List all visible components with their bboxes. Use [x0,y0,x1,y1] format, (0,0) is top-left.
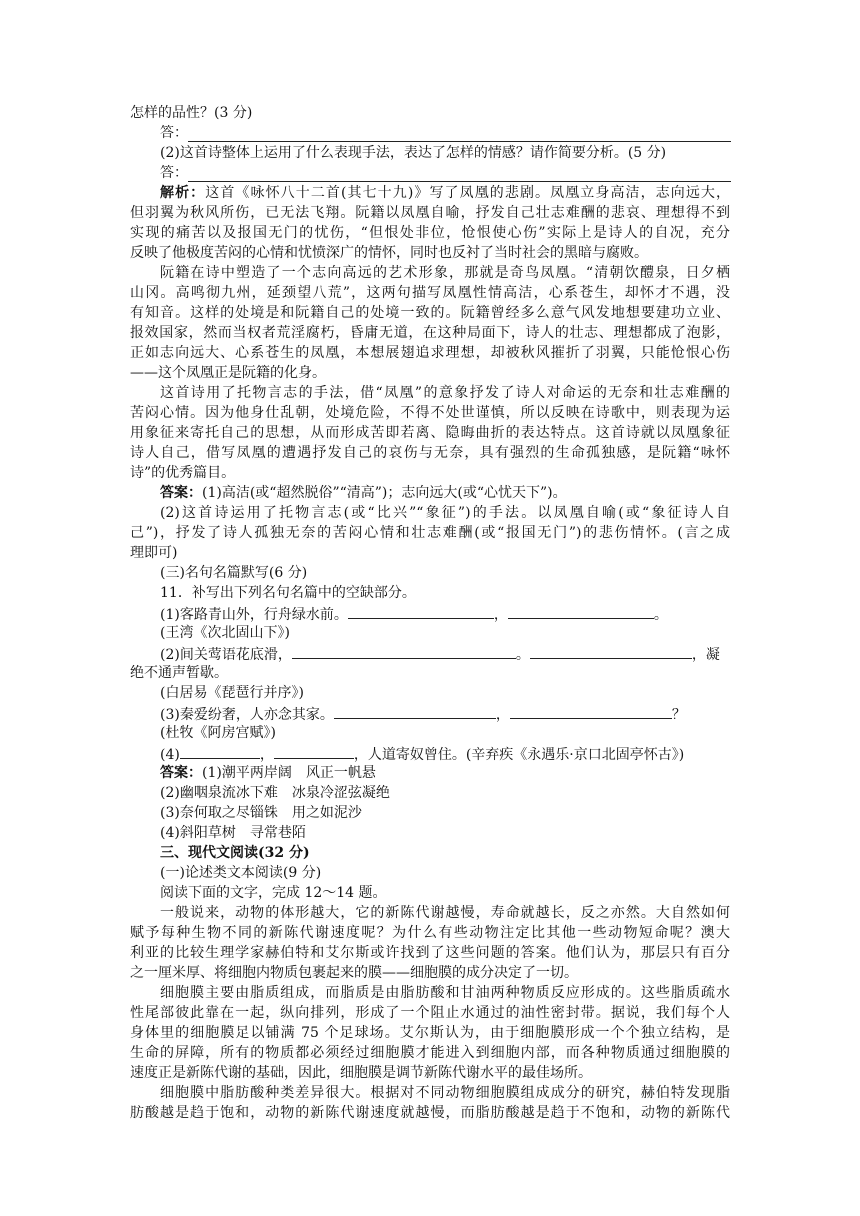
passage-line: 一般说来，动物的体形越大，它的新陈代谢越慢，寿命就越长，反之亦然。大自然如何 [160,905,730,921]
question-text: (2)这首诗整体上运用了什么表现手法，表达了怎样的情感？请作简要分析。(5 分) [160,145,667,161]
blank-field[interactable] [348,604,494,619]
fill-item: (2)间关莺语花底滑， 。 ，凝 [160,644,730,666]
blank-field[interactable] [508,604,654,619]
answer-line-text: 理即可) [130,545,178,561]
blank-field[interactable] [292,644,516,659]
answer-label: 答案： [160,485,202,501]
passage-line: 性尾部彼此靠在一起，纵向排列，形成了一个阻止水通过的油性密封带。据说，我们每个人 [130,1005,730,1021]
passage-line: 肪酸越是趋于饱和，动物的新陈代谢速度就越慢，而脂肪酸越是趋于不饱和，动物的新陈代 [130,1105,730,1121]
answer-line[interactable] [188,180,731,182]
answer-label: 答案： [160,765,202,781]
passage-line: 细胞膜中脂肪酸种类差异很大。根据对不同动物细胞膜组成成分的研究，赫伯特发现脂 [160,1085,730,1101]
question-text: 11．补写出下列名句名篇中的空缺部分。 [160,585,416,601]
source-citation: (王湾《次北固山下》) [160,625,290,641]
analysis-line: 有知音。这样的处境是和阮籍自己的处境一致的。阮籍曾经多么意气风发地想要建功立业、 [130,305,730,321]
analysis-line: 但羽翼为秋风所伤，已无法飞翔。阮籍以凤凰自喻，抒发自己壮志难酬的悲哀、理想得不到 [130,205,730,221]
blank-field[interactable] [274,744,354,759]
answer-line-text: (3)奈何取之尽锱铢 用之如泥沙 [160,805,362,821]
instruction-text: 阅读下面的文字，完成 12～14 题。 [160,885,387,901]
answer-line-text: 答案：(1)高洁(或“超然脱俗”“清高”)；志向远大(或“心忧天下”)。 [160,485,567,501]
answer-label: 答： [160,165,188,181]
analysis-line: 正如志向远大、心系苍生的凤凰，本想展翅追求理想，却被秋风摧折了羽翼，只能怆恨心伤 [130,345,730,361]
answer-line-text: (2)这首诗运用了托物言志(或“比兴”“象征”)的手法。以凤凰自喻(或“象征诗人自 [160,505,730,521]
blank-field[interactable] [530,644,692,659]
passage-line: 身体里的细胞膜足以铺满 75 个足球场。艾尔斯认为，由于细胞膜形成一个个独立结构，是 [130,1025,730,1041]
fill-item: (4) ， ，人道寄奴曾住。(辛弃疾《永遇乐·京口北固亭怀古》) [160,744,730,766]
fill-item-cont: 绝不通声暂歇。 [130,665,228,681]
analysis-line: 这首诗用了托物言志的手法，借“凤凰”的意象抒发了诗人对命运的无奈和壮志难酬的 [160,385,730,401]
source-citation: (白居易《琵琶行并序》) [160,685,304,701]
analysis-line: 报效国家，然而当权者荒淫腐朽，昏庸无道，在这种局面下，诗人的壮志、理想都成了泡影， [130,325,730,341]
fill-item: (3)秦爱纷奢，人亦念其家。 ， ？ [160,704,730,726]
analysis-line: 山冈。高鸣彻九州，延颈望八荒”，这两句描写凤凰性情高洁，心系苍生，却怀才不遇，没 [130,285,730,301]
blank-field[interactable] [510,704,672,719]
analysis-line: ——这个凤凰正是阮籍的化身。 [130,365,326,381]
section-heading: (三)名句名篇默写(6 分) [160,565,308,581]
analysis-line: 诗”的优秀篇目。 [130,465,236,481]
question-text: 怎样的品性？(3 分) [130,105,253,121]
section-heading: (一)论述类文本阅读(9 分) [160,865,322,881]
blank-field[interactable] [180,744,260,759]
part-heading: 三、现代文阅读(32 分) [160,845,310,861]
passage-line: 之一厘米厚、将细胞内物质包裹起来的膜——细胞膜的成分决定了一切。 [130,965,578,981]
analysis-line: 阮籍在诗中塑造了一个志向高远的艺术形象，那就是奇鸟凤凰。“清朝饮醴泉，日夕栖 [160,265,730,281]
passage-line: 速度正是新陈代谢的基础，因此，细胞膜是调节新陈代谢水平的最佳场所。 [130,1065,592,1081]
passage-line: 生命的屏障，所有的物质都必须经过细胞膜才能进入到细胞内部，而各种物质通过细胞膜的 [130,1045,730,1061]
source-citation: (杜牧《阿房宫赋》) [160,725,276,741]
fill-item: (1)客路青山外，行舟绿水前。 ， 。 [160,604,730,626]
answer-line-text: 答案：(1)潮平两岸阔 风正一帆悬 [160,765,376,781]
answer-line-text: 己”)，抒发了诗人孤独无奈的苦闷心情和壮志难酬(或“报国无门”)的悲伤情怀。(言之成 [130,525,730,541]
analysis-label: 解析： [160,185,206,201]
analysis-line: 苦闷心情。因为他身仕乱朝，处境危险，不得不处世谨慎，所以反映在诗歌中，则表现为运 [130,405,730,421]
analysis-line: 实现的痛苦以及报国无门的忧伤，“但恨处非位，怆恨使心伤”实际上是诗人的自况，充分 [130,225,730,241]
analysis-line: 反映了他极度苦闷的心情和忧愤深广的情怀，同时也反衬了当时社会的黑暗与腐败。 [130,245,648,261]
answer-line-text: (2)幽咽泉流冰下难 冰泉冷涩弦凝绝 [160,785,390,801]
answer-line[interactable] [188,140,731,142]
analysis-line: 用象征来寄托自己的思想，从而形成苦即若离、隐晦曲折的表达特点。这首诗就以凤凰象征 [130,425,730,441]
passage-line: 利亚的比较生理学家赫伯特和艾尔斯或许找到了这些问题的答案。他们认为，那层只有百分 [130,945,730,961]
analysis-line: 诗人自己，借写凤凰的遭遇抒发自己的哀伤与无奈，具有强烈的生命孤独感，是阮籍“咏怀 [130,445,730,461]
analysis-line: 解析：这首《咏怀八十二首(其七十九)》写了凤凰的悲剧。凤凰立身高洁，志向远大， [160,185,731,201]
blank-field[interactable] [334,704,496,719]
passage-line: 赋予每种生物不同的新陈代谢速度呢？为什么有些动物注定比其他一些动物短命呢？澳大 [130,925,730,941]
answer-label: 答： [160,125,188,141]
answer-line-text: (4)斜阳草树 寻常巷陌 [160,825,306,841]
passage-line: 细胞膜主要由脂质组成，而脂质是由脂肪酸和甘油两种物质反应形成的。这些脂质疏水 [160,985,730,1001]
